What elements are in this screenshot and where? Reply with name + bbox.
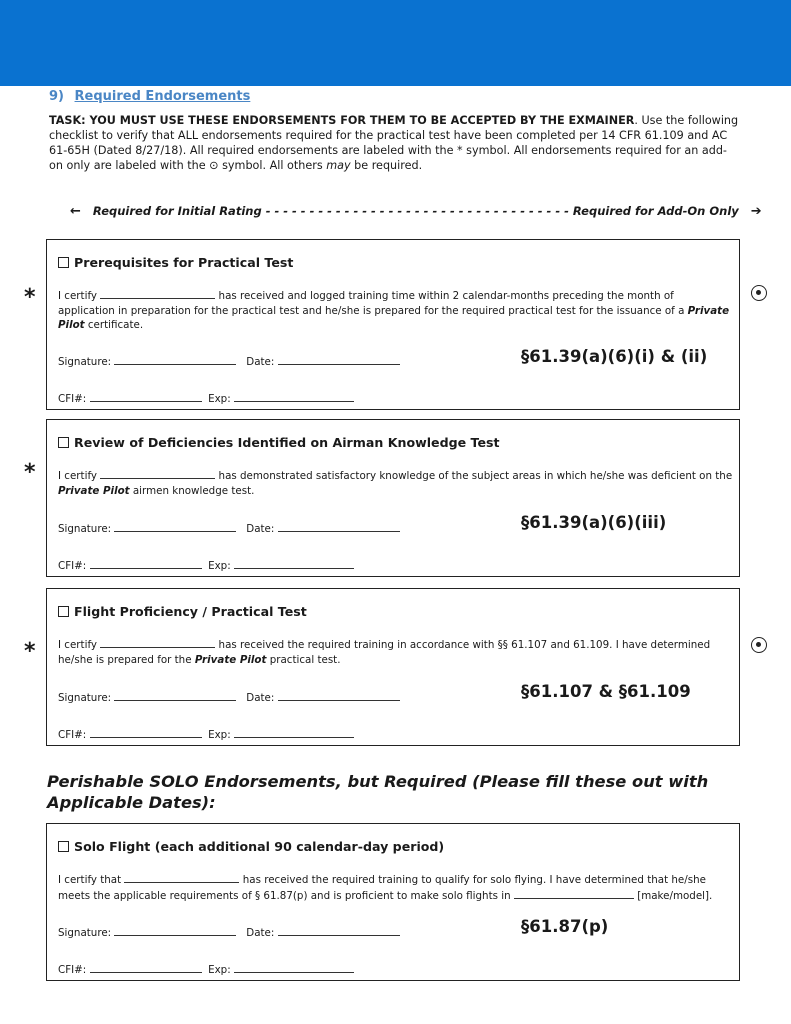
cfi-blank[interactable]	[90, 558, 202, 569]
task-text-3: be required.	[350, 159, 423, 172]
body-italic: Private Pilot	[58, 484, 130, 497]
endorsement-box-flight-proficiency	[46, 588, 740, 746]
legend-line	[70, 204, 760, 219]
signature-label: Signature:	[58, 927, 112, 939]
date-blank[interactable]	[278, 690, 400, 701]
cfi-label: CFI#:	[58, 393, 87, 405]
solo-title-text: Solo Flight (each additional 90 calendar-day period)	[74, 839, 445, 854]
body-text-b: has received the required training in accordance with §§ 61.107 and 61.109. I have determined he/she is prepared for the	[58, 639, 711, 666]
solo-body	[58, 872, 733, 903]
body-text-a: I certify	[58, 639, 97, 651]
date-label: Date:	[246, 692, 275, 704]
body-text-a: I certify	[58, 290, 97, 302]
left-arrow-icon: ←	[70, 204, 81, 219]
endorsement-title-text-1: Prerequisites for Practical Test	[74, 255, 294, 270]
endorsement-title-3	[58, 604, 307, 619]
regulation-ref-2: §61.39(a)(6)(iii)	[521, 513, 667, 532]
cfi-label: CFI#:	[58, 964, 87, 976]
checkbox-flight-proficiency[interactable]	[58, 606, 69, 617]
required-star-2: *	[24, 460, 36, 485]
date-label: Date:	[246, 356, 275, 368]
endorsement-title-2	[58, 435, 500, 450]
task-paragraph	[49, 113, 739, 173]
right-arrow-icon: ➔	[750, 204, 762, 219]
addon-circle-icon-1	[751, 285, 767, 301]
date-blank[interactable]	[278, 925, 400, 936]
endorsement-body-3	[58, 637, 733, 667]
student-name-blank[interactable]	[100, 288, 215, 299]
task-text-2: symbol. All others	[218, 159, 327, 172]
body-text-c: practical test.	[269, 653, 341, 666]
section-heading	[49, 89, 250, 104]
cfi-blank[interactable]	[90, 962, 202, 973]
legend-addon: Required for Add-On Only	[572, 204, 739, 218]
signature-blank[interactable]	[114, 925, 236, 936]
student-name-blank[interactable]	[124, 872, 239, 883]
endorsement-box-prerequisites	[46, 239, 740, 410]
body-text-b: has received the required training to qualify for solo flying. I have determined that he/she meets the applicable requirements of § 61.87(p) and is proficient to make solo flights in	[58, 874, 706, 902]
exp-label: Exp:	[208, 964, 231, 976]
addon-circle-icon-3	[751, 637, 767, 653]
signature-line-3	[58, 690, 400, 704]
solo-title	[58, 839, 444, 854]
student-name-blank[interactable]	[100, 468, 215, 479]
endorsement-box-deficiencies	[46, 419, 740, 577]
checkbox-deficiencies[interactable]	[58, 437, 69, 448]
signature-label: Signature:	[58, 692, 112, 704]
checkbox-prerequisites[interactable]	[58, 257, 69, 268]
date-blank[interactable]	[278, 521, 400, 532]
cfi-line-1	[58, 391, 354, 405]
body-italic: Private Pilot	[58, 304, 730, 331]
required-star-3: *	[24, 639, 36, 664]
body-text-c: certificate.	[87, 319, 144, 331]
cfi-line-3	[58, 727, 354, 741]
header-banner	[0, 0, 791, 86]
student-name-blank[interactable]	[100, 637, 215, 648]
signature-line-2	[58, 521, 400, 535]
cfi-blank[interactable]	[90, 727, 202, 738]
task-italic: may	[326, 159, 351, 172]
task-text-1: . Use the following checklist to verify that ALL endorsements required for the practical test have been completed per 14 CFR 61.109 and AC 61-65H (Dated 8/27/18). All required endorsements are labeled with the * symbol. All endorsements required for an add-on only are labeled with the	[49, 114, 739, 172]
signature-blank[interactable]	[114, 690, 236, 701]
signature-label: Signature:	[58, 356, 112, 368]
make-model-blank[interactable]	[514, 888, 634, 899]
date-label: Date:	[246, 927, 275, 939]
signature-blank[interactable]	[114, 521, 236, 532]
signature-blank[interactable]	[114, 354, 236, 365]
signature-label: Signature:	[58, 523, 112, 535]
section-title: Required Endorsements	[74, 89, 251, 104]
required-star-1: *	[24, 285, 36, 310]
cfi-label: CFI#:	[58, 560, 87, 572]
body-text-c: airmen knowledge test.	[132, 484, 255, 497]
body-text-b: has received and logged training time within 2 calendar-months preceding the month of application in preparation for the practical test and he/she is prepared for the required practical test for the issuance of a	[58, 290, 685, 317]
regulation-ref-3: §61.107 & §61.109	[521, 682, 691, 701]
cfi-blank[interactable]	[90, 391, 202, 402]
legend-initial: Required for Initial Rating	[92, 204, 262, 218]
signature-line-1	[58, 354, 400, 368]
exp-label: Exp:	[208, 729, 231, 741]
section-number: 9)	[49, 89, 64, 104]
endorsement-box-solo	[46, 823, 740, 981]
endorsement-title-text-3: Flight Proficiency / Practical Test	[74, 604, 307, 619]
addon-symbol-inline: ⊙	[209, 159, 219, 172]
task-bold: TASK: YOU MUST USE THESE ENDORSEMENTS FOR THEM TO BE ACCEPTED BY THE EXMAINER	[49, 114, 635, 127]
cfi-label: CFI#:	[58, 729, 87, 741]
endorsement-title-text-2: Review of Deficiencies Identified on Airman Knowledge Test	[74, 435, 500, 450]
exp-blank[interactable]	[234, 727, 354, 738]
checkbox-solo[interactable]	[58, 841, 69, 852]
body-text-c: [make/model].	[637, 889, 713, 902]
date-blank[interactable]	[278, 354, 400, 365]
regulation-ref-1: §61.39(a)(6)(i) & (ii)	[521, 347, 708, 366]
body-text-a: I certify	[58, 470, 97, 482]
exp-blank[interactable]	[234, 558, 354, 569]
body-text-a: I certify that	[58, 874, 122, 886]
cfi-line-solo	[58, 962, 354, 976]
exp-blank[interactable]	[234, 962, 354, 973]
perishable-heading: Perishable SOLO Endorsements, but Required (Please fill these out with Applicable Dates):	[47, 772, 709, 812]
body-text-b: has demonstrated satisfactory knowledge of the subject areas in which he/she was deficient on the	[218, 470, 733, 482]
endorsement-title-1	[58, 255, 293, 270]
date-label: Date:	[246, 523, 275, 535]
body-italic: Private Pilot	[194, 653, 267, 666]
cfi-line-2	[58, 558, 354, 572]
exp-label: Exp:	[208, 560, 231, 572]
exp-blank[interactable]	[234, 391, 354, 402]
endorsement-body-2	[58, 468, 733, 498]
regulation-ref-solo: §61.87(p)	[521, 917, 609, 936]
signature-line-solo	[58, 925, 400, 939]
legend-dashes: - - - - - - - - - - - - - - - - - - - - - - - - - - - - - - - - - - -	[261, 204, 573, 218]
endorsement-body-1	[58, 288, 733, 333]
exp-label: Exp:	[208, 393, 231, 405]
